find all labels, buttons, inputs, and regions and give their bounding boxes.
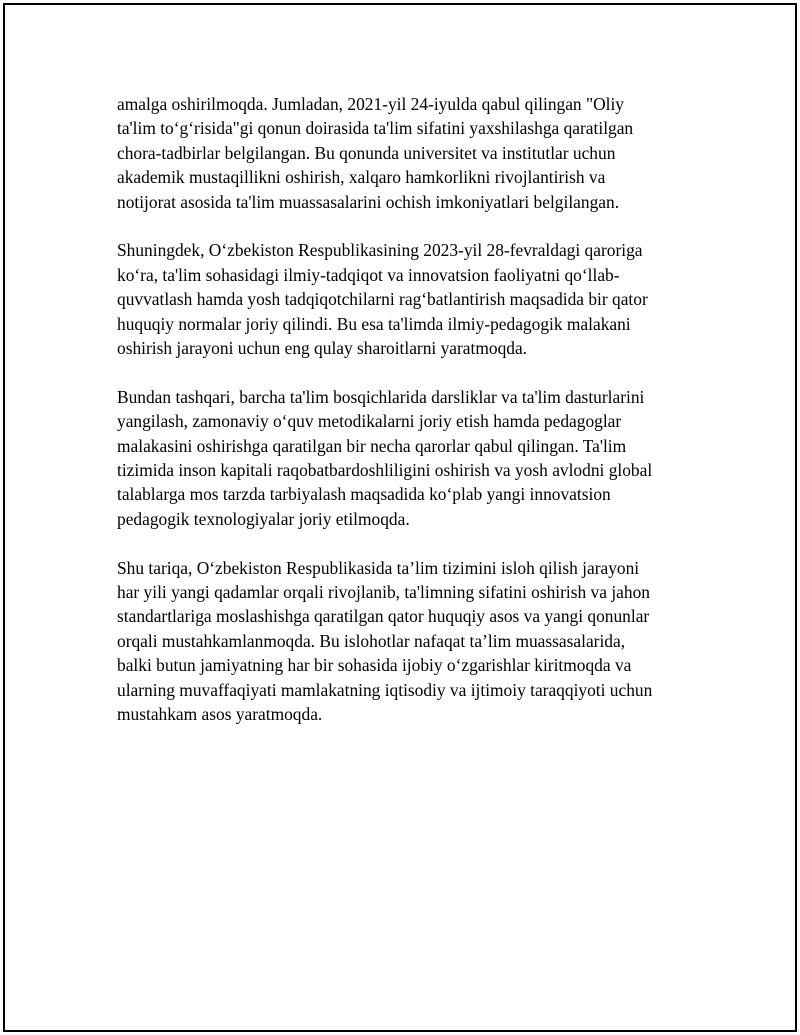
document-body [117,92,697,751]
paragraph-4: Shu tariqa, O‘zbekiston Respublikasida ta’lim tizimini isloh qilish jarayoni har yili yangi qadamlar orqali rivojlanib, ta'limning sifatini oshirish va jahon standartlariga moslashishga qaratilgan qator huquqiy asos va yangi qonunlar orqali mustahkamlanmoqda. Bu islohotlar nafaqat ta’lim muassasalarida, balki butun jamiyatning har bir sohasida ijobiy o‘zgarishlar kiritmoqda va ularning muvaffaqiyati mamlakatning iqtisodiy va ijtimoiy taraqqiyoti uchun mustahkam asos yaratmoqda. [117,557,653,725]
paragraph-3: Bundan tashqari, barcha ta'lim bosqichlarida darsliklar va ta'lim dasturlarini yangilash, zamonaviy o‘quv metodikalarni joriy etish hamda pedagoglar malakasini oshirishga qaratilgan bir necha qarorlar qabul qilingan. Ta'lim tizimida inson kapitali raqobatbardoshliligini oshirish va yosh avlodni global talablarga mos tarzda tarbiyalash maqsadida ko‘plab yangi innovatsion pedagogik texnologiyalar joriy etilmoqda. [117,386,653,529]
paragraph-2: Shuningdek, O‘zbekiston Respublikasining 2023-yil 28-fevraldagi qaroriga ko‘ra, ta'lim sohasidagi ilmiy-tadqiqot va innovatsion faoliyatni qo‘llab- quvvatlash hamda yosh tadqiqotchilarni rag‘batlantirish maqsadida bir qator huquqiy normalar joriy qilindi. Bu esa ta'limda ilmiy-pedagogik malakani oshirish jarayoni uchun eng qulay sharoitlarni yaratmoqda. [117,240,648,359]
paragraph-1: amalga oshirilmoqda. Jumladan, 2021-yil 24-iyulda qabul qilingan "Oliy ta'lim to‘g‘risida"gi qonun doirasida ta'lim sifatini yaxshilashga qaratilgan chora-tadbirlar belgilangan. Bu qonunda universitet va institutlar uchun akademik mustaqillikni oshirish, xalqaro hamkorlikni rivojlantirish va notijorat asosida ta'lim muassasalarini ochish imkoniyatlari belgilangan. [117,94,634,212]
